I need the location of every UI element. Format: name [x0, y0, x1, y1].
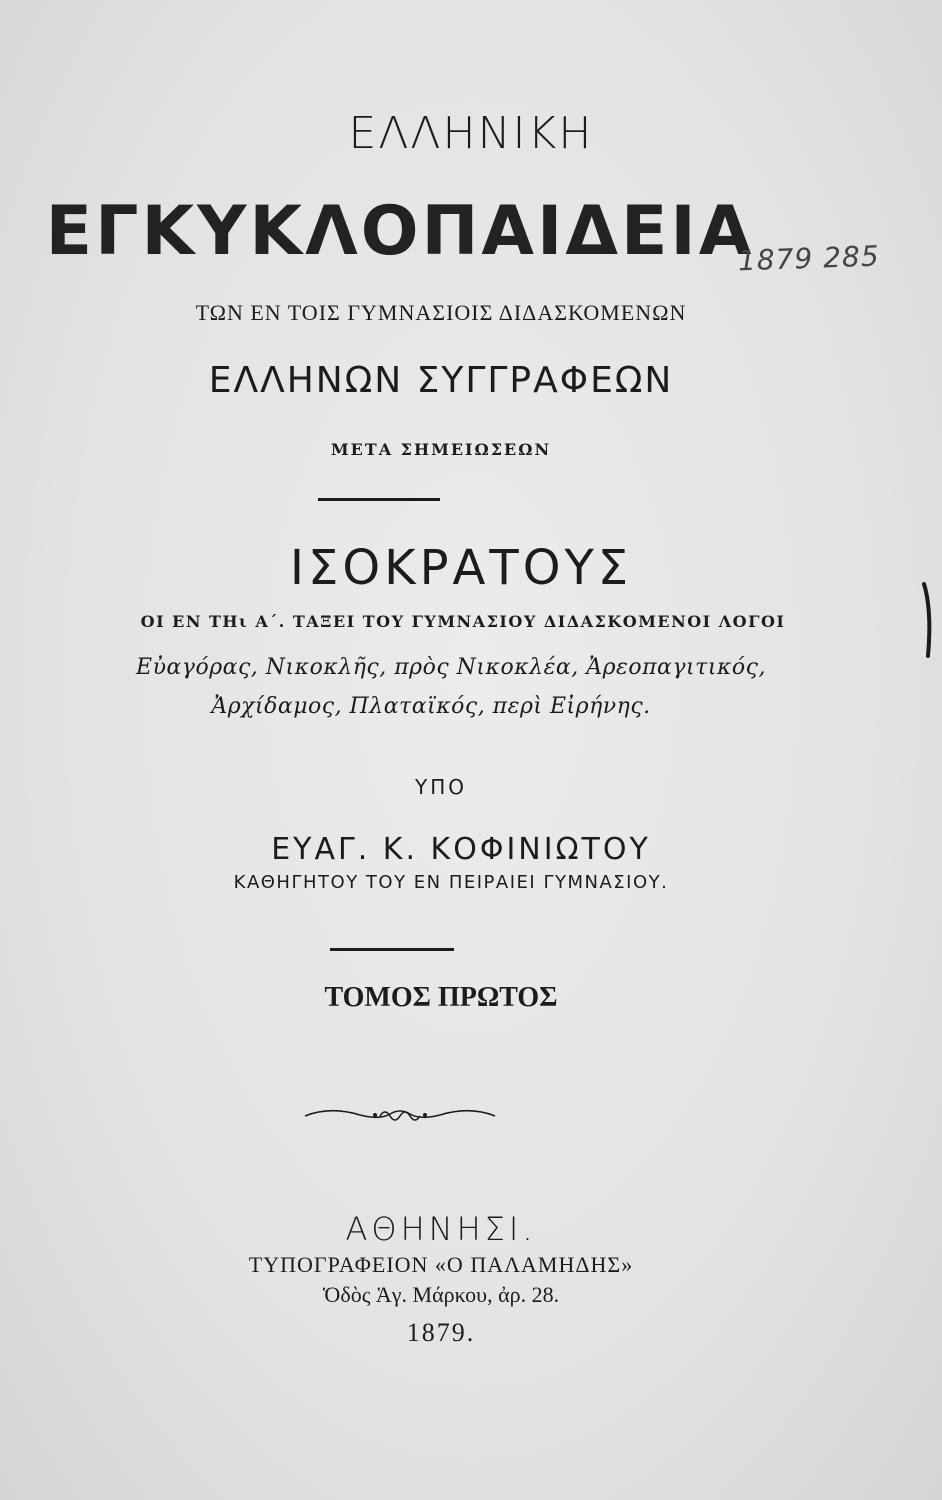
subtitle-1: ΤΩΝ ΕΝ ΤΟΙΣ ΓΥΜΝΑΣΙΟΙΣ ΔΙΔΑΣΚΟΜΕΝΩΝ [195, 300, 687, 325]
printer-address: Ὁδὸς Ἁγ. Μάρκου, ἀρ. 28. [322, 1282, 560, 1307]
ornament-flourish-icon [300, 1100, 500, 1130]
subtitle-3: ΜΕΤΑ ΣΗΜΕΙΩΣΕΩΝ [330, 440, 552, 459]
by-label: ΥΠΟ [415, 775, 467, 799]
handwritten-shelfmark: 1879 285 [737, 239, 881, 278]
speeches-line-1: Εὐαγόρας, Νικοκλῆς, πρὸς Νικοκλέα, Ἀρεοπαγιτικός, [136, 655, 766, 680]
divider-rule [330, 948, 454, 951]
author-title: ΚΑΘΗΓΗΤΟΥ ΤΟΥ ΕΝ ΠΕΙΡΑΙΕΙ ΓΥΜΝΑΣΙΟΥ. [233, 872, 669, 893]
author-name: ΕΥΑΓ. Κ. ΚΟΦΙΝΙΩΤΟΥ [271, 832, 651, 867]
work-title: ΙΣΟΚΡΑΤΟΥΣ [289, 540, 633, 596]
place-of-publication: ΑΘΗΝΗΣΙ. [345, 1210, 537, 1248]
margin-ink-mark [918, 580, 938, 660]
subtitle-2: ΕΛΛΗΝΩΝ ΣΥΓΓΡΑΦΕΩΝ [208, 360, 674, 401]
divider-rule [318, 498, 440, 501]
speeches-line-2: Ἀρχίδαμος, Πλαταϊκός, περὶ Εἰρήνης. [211, 694, 651, 719]
volume-label: ΤΟΜΟΣ ΠΡΩΤΟΣ [324, 982, 558, 1013]
work-subtitle: ΟΙ ΕΝ ΤΗι Α΄. ΤΑΞΕΙ ΤΟΥ ΓΥΜΝΑΣΙΟΥ ΔΙΔΑΣΚΟΜΕΝΟΙ ΛΟΓΟΙ [140, 612, 786, 631]
title-line-2: ΕΓΚΥΚΛΟΠΑΙΔΕΙΑ [45, 192, 755, 271]
publication-year: 1879. [406, 1318, 476, 1347]
printer-name: ΤΥΠΟΓΡΑΦΕΙΟΝ «Ο ΠΑΛΑΜΗΔΗΣ» [248, 1252, 634, 1277]
title-line-1: ΕΛΛΗΝΙΚΗ [348, 108, 594, 159]
